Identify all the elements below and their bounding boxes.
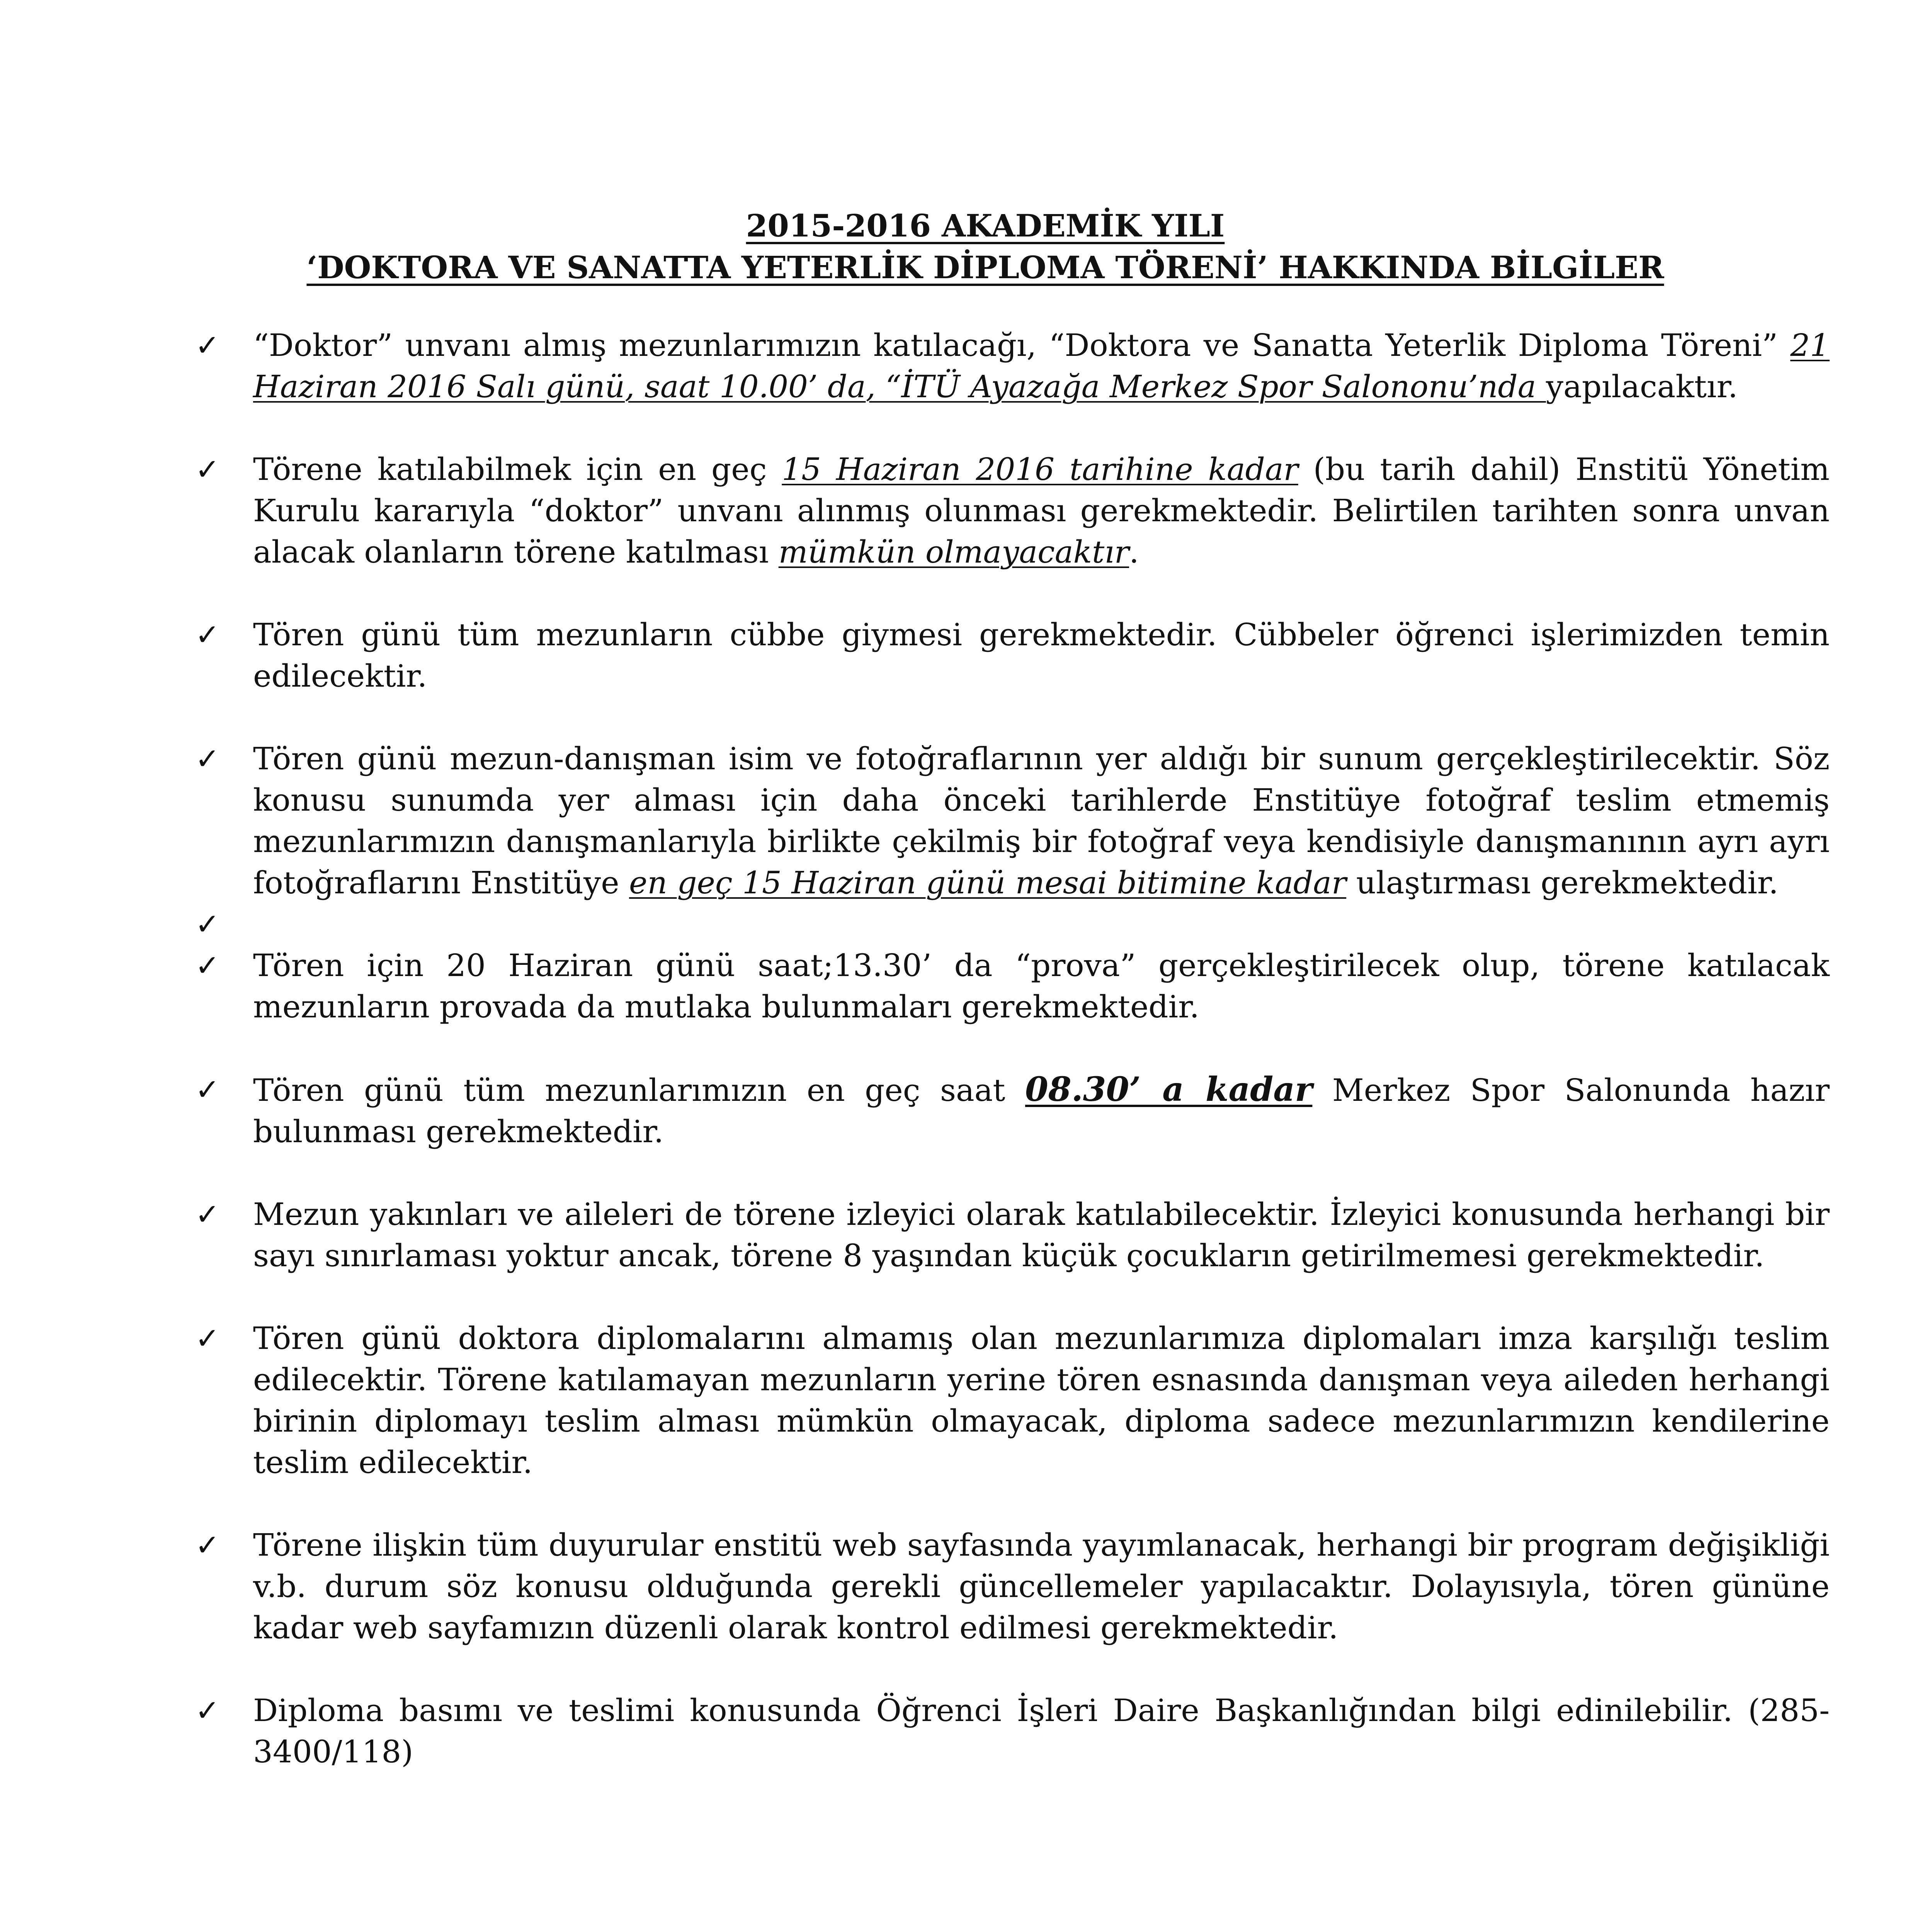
info-list — [195, 325, 1830, 1814]
check-icon: ✓ — [195, 328, 220, 362]
title-line-1: 2015-2016 AKADEMİK YILI — [746, 207, 1225, 244]
check-icon: ✓ — [195, 948, 220, 983]
check-icon: ✓ — [195, 452, 220, 486]
item-text: . — [1129, 534, 1139, 570]
list-item — [195, 1524, 1830, 1648]
check-icon: ✓ — [195, 1072, 220, 1107]
item-text: Tören günü doktora diplomalarını almamış olan mezunlarımıza diplomaları imza karşılığı teslim edilecektir. Törene katılamayan mezunların yerine tören esnasında danışman veya aileden herhangi birinin diplomayı teslim alması mümkün olmayacak, diploma sadece mezunlarımızın kendilerine teslim edilecektir. — [253, 1320, 1830, 1480]
item-text: yapılacaktır. — [1546, 369, 1738, 405]
list-item — [195, 1069, 1830, 1152]
check-icon: ✓ — [195, 907, 220, 941]
item-emphasis: 08.30’ a kadar — [1025, 1070, 1313, 1109]
list-item — [195, 945, 1830, 1027]
list-item — [195, 1318, 1830, 1483]
item-text: Törene ilişkin tüm duyurular enstitü web sayfasında yayımlanacak, herhangi bir program değişikliği v.b. durum söz konusu olduğunda gerekli güncellemeler yapılacaktır. Dolayısıyla, tören gününe kadar web sayfamızın düzenli olarak kontrol edilmesi gerekmektedir. — [253, 1527, 1830, 1646]
item-text: ulaştırması gerekmektedir. — [1346, 865, 1779, 901]
list-item — [195, 449, 1830, 573]
item-text: “Doktor” unvanı almış mezunlarımızın katılacağı, “Doktora ve Sanatta Yeterlik Diploma Töreni” — [253, 327, 1791, 363]
item-text: Tören günü tüm mezunların cübbe giymesi gerekmektedir. Cübbeler öğrenci işlerimizden temin edilecektir. — [253, 617, 1830, 694]
item-text: Diploma basımı ve teslimi konusunda Öğrenci İşleri Daire Başkanlığından bilgi edinilebilir. (285-3400/118) — [253, 1692, 1830, 1770]
check-icon: ✓ — [195, 1693, 220, 1728]
item-emphasis: 21 Haziran 2016 Salı günü, saat 10.00’ da, “İTÜ Ayazağa Merkez Spor Salononu’nda — [253, 327, 1830, 405]
check-icon: ✓ — [195, 1528, 220, 1562]
check-icon: ✓ — [195, 742, 220, 776]
check-icon: ✓ — [195, 617, 220, 652]
list-item — [195, 614, 1830, 697]
check-icon: ✓ — [195, 1197, 220, 1231]
list-item — [195, 1690, 1830, 1772]
title-line-2: ‘DOKTORA VE SANATTA YETERLİK DİPLOMA TÖRENİ’ HAKKINDA BİLGİLER — [306, 249, 1664, 286]
list-item — [195, 325, 1830, 407]
item-text: Tören için 20 Haziran günü saat;13.30’ da “prova” gerçekleştirilecek olup, törene katılacak mezunların provada da mutlaka bulunmaları gerekmektedir. — [253, 947, 1830, 1025]
item-text: Törene katılabilmek için en geç — [253, 451, 782, 487]
item-emphasis: mümkün olmayacaktır — [778, 534, 1129, 570]
list-item — [195, 1194, 1830, 1276]
item-text: Merkez Spor Salonunda hazır bulunması gerekmektedir. — [253, 1072, 1830, 1150]
item-emphasis: en geç 15 Haziran günü mesai bitimine kadar — [629, 865, 1347, 901]
item-text: Tören günü tüm mezunlarımızın en geç saat — [253, 1072, 1026, 1108]
item-text: Mezun yakınları ve aileleri de törene izleyici olarak katılabilecektir. İzleyici konusunda herhangi bir sayı sınırlaması yoktur ancak, törene 8 yaşından küçük çocukların getirilmemesi gerekmektedir. — [253, 1196, 1830, 1274]
item-text: Tören günü mezun-danışman isim ve fotoğraflarının yer aldığı bir sunum gerçekleştirilecektir. Söz konusu sunumda yer alması için daha önceki tarihlerde Enstitüye fotoğraf teslim etmemiş mezunlarımızın danışmanlarıyla birlikte çekilmiş bir fotoğraf veya kendisiyle danışmanının ayrı ayrı fotoğraflarını Enstitüye — [253, 741, 1830, 901]
item-text: (bu tarih dahil) Enstitü Yönetim Kurulu kararıyla “doktor” unvanı alınmış olunması gerekmektedir. Belirtilen tarihten sonra unvan alacak olanların törene katılması — [253, 451, 1830, 570]
item-emphasis: 15 Haziran 2016 tarihine kadar — [782, 451, 1298, 487]
document-title — [193, 205, 1777, 288]
list-item — [195, 738, 1830, 903]
empty-list-item — [195, 903, 1830, 945]
check-icon: ✓ — [195, 1321, 220, 1355]
